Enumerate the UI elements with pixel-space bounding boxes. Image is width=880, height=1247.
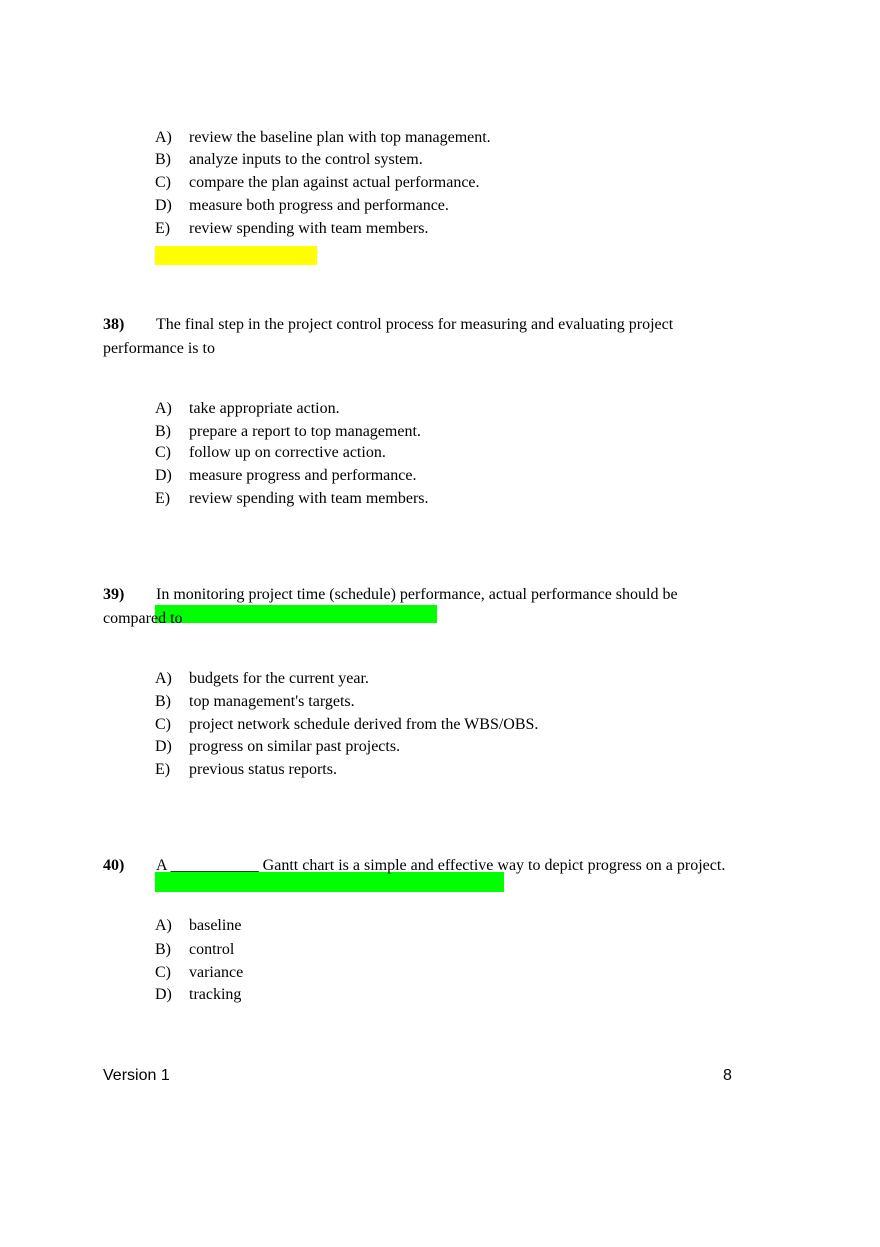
- question-40-number: 40): [103, 857, 125, 874]
- question-39-number: 39): [103, 586, 125, 603]
- question-39-text-line2: compared to: [103, 610, 183, 627]
- footer-page-number: 8: [723, 1067, 732, 1084]
- option-39-c: C) project network schedule derived from the WBS/OBS.: [155, 716, 539, 733]
- option-40-a: A) baseline: [155, 917, 242, 934]
- question-40-text-line1: A ___________ Gantt chart is a simple and effective way to depict progress on a project.: [156, 857, 726, 874]
- option-37-b: B) analyze inputs to the control system.: [155, 151, 423, 168]
- question-38-number: 38): [103, 316, 125, 333]
- option-38-b: B) prepare a report to top management.: [155, 423, 421, 440]
- option-38-c: C) follow up on corrective action.: [155, 444, 386, 461]
- option-38-d: D) measure progress and performance.: [155, 467, 417, 484]
- option-39-e: E) previous status reports.: [155, 761, 337, 778]
- option-37-e: E) review spending with team members.: [155, 220, 429, 237]
- question-39-text-line1: In monitoring project time (schedule) performance, actual performance should be: [156, 586, 678, 603]
- highlight-green-39: [155, 605, 437, 623]
- option-38-e: E) review spending with team members.: [155, 490, 429, 507]
- footer-version: Version 1: [103, 1067, 170, 1084]
- option-37-d: D) measure both progress and performance.: [155, 197, 449, 214]
- highlight-yellow: [155, 246, 317, 265]
- question-38-text-line1: The final step in the project control process for measuring and evaluating project: [156, 316, 674, 333]
- question-38-text-line2: performance is to: [103, 340, 215, 357]
- option-40-c: C) variance: [155, 964, 244, 981]
- option-39-d: D) progress on similar past projects.: [155, 738, 401, 755]
- option-39-b: B) top management's targets.: [155, 693, 355, 710]
- option-40-b: B) control: [155, 941, 235, 958]
- option-37-c: C) compare the plan against actual performance.: [155, 174, 480, 191]
- option-40-d: D) tracking: [155, 986, 242, 1003]
- option-39-a: A) budgets for the current year.: [155, 670, 369, 687]
- option-38-a: A) take appropriate action.: [155, 400, 340, 417]
- option-37-a: A) review the baseline plan with top management.: [155, 129, 491, 146]
